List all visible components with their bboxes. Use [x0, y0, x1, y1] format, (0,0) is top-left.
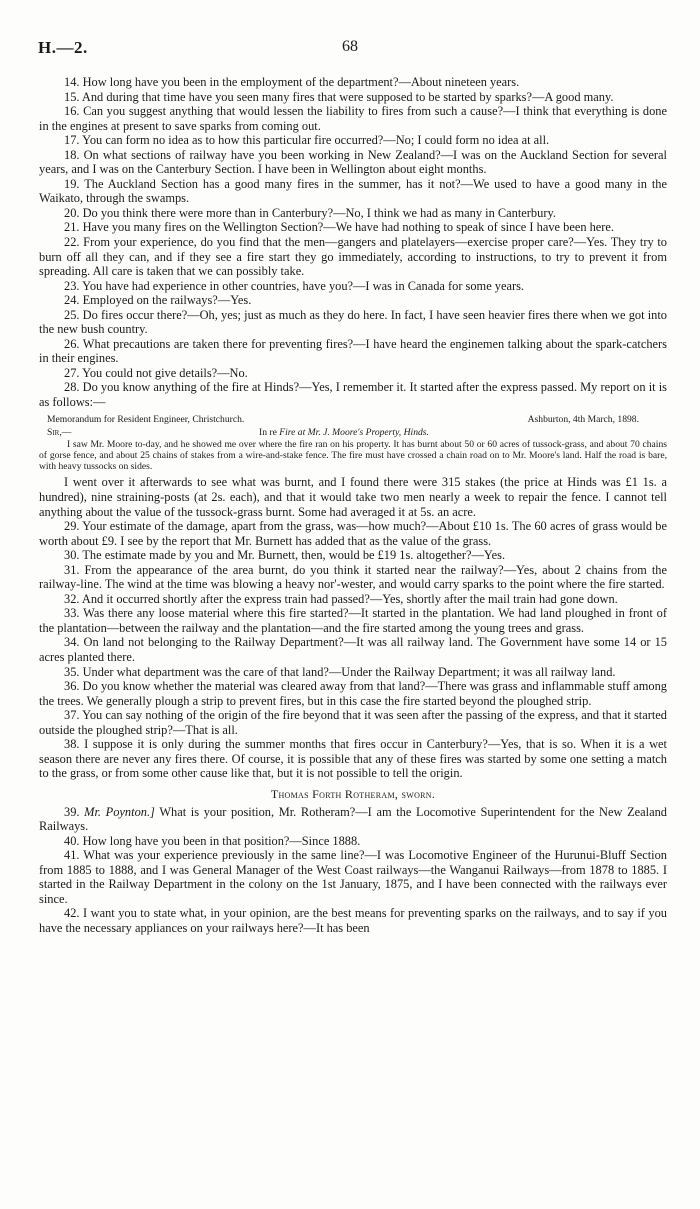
- evidence-paragraph: 23. You have had experience in other countries, have you?—I was in Canada for some years.: [64, 278, 525, 293]
- evidence-paragraph: 20. Do you think there were more than in Canterbury?—No, I think we had as many in Canterbury.: [64, 205, 556, 220]
- memo-re-prefix: In re: [259, 426, 277, 438]
- evidence-paragraph: 32. And it occurred shortly after the express train had passed?—Yes, shortly after the mail train had gone down.: [64, 591, 618, 606]
- evidence-paragraph: 22. From your experience, do you find that the men—gangers and platelayers—exercise proper care?—Yes. They try to burn off all they can, and if they see a fire start they go immediately, according to instructions, to try to prevent it from spreading. All care is taken that we can possibly take.: [39, 235, 667, 279]
- q39-text: What is your position, Mr. Rotheram?—I am the Locomotive Superintendent for the New Zealand Railways.: [39, 804, 667, 834]
- memo-salutation: Sir,—: [47, 426, 72, 438]
- evidence-paragraph: 27. You could not give details?—No.: [64, 365, 248, 380]
- evidence-paragraph: 38. I suppose it is only during the summer months that fires occur in Canterbury?—Yes, that is so. When it is a wet season there are never any fires there. Of course, it is possible that any of these fires was started by some one setting a match to the grass, or from some other cause like that, but it is not possible to tell the origin.: [39, 737, 667, 781]
- evidence-paragraph: 26. What precautions are taken there for preventing fires?—I have heard the enginemen talking about the spark-catchers in their engines.: [39, 336, 667, 366]
- evidence-paragraph: 30. The estimate made by you and Mr. Burnett, then, would be £19 1s. altogether?—Yes.: [64, 548, 506, 563]
- evidence-paragraph: 14. How long have you been in the employment of the department?—About nineteen years.: [64, 75, 520, 89]
- question-39: [39, 805, 667, 834]
- evidence-paragraph: 15. And during that time have you seen many fires that were supposed to be started by sparks?—A good many.: [64, 89, 614, 104]
- evidence-paragraphs-before-memo: [39, 75, 667, 410]
- memo-body: I saw Mr. Moore to-day, and he showed me over where the fire ran on his property. It has burnt about 50 or 60 acres of tussock-grass, and about 70 chains of gorse fence, and about 25 chains of stakes from a wire-and-stake fence. The fire must have crossed a chain road on to Mr. Moore's land. Half the road is bare, with heavy tussocks on sides.: [39, 438, 667, 473]
- evidence-paragraph: 35. Under what department was the care of that land?—Under the Railway Department; it was all railway land.: [64, 664, 616, 679]
- page-header: [0, 38, 700, 60]
- evidence-paragraph: 21. Have you many fires on the Wellington Section?—We have had nothing to speak of since I have been here.: [64, 220, 615, 235]
- evidence-paragraph: 33. Was there any loose material where this fire started?—It started in the plantation. We had land ploughed in front of the plantation—between the railway and the plantation—and the fire started among the young trees and grass.: [39, 606, 667, 635]
- memo-salutation-line: [39, 426, 667, 439]
- page-number: 68: [342, 38, 358, 55]
- memo-place-date: Ashburton, 4th March, 1898.: [527, 413, 639, 425]
- evidence-paragraphs-after-memo: [39, 519, 667, 781]
- evidence-paragraph: 37. You can say nothing of the origin of the fire beyond that it was seen after the passing of the express, and that it started outside the ploughed strip?—That is all.: [39, 708, 667, 737]
- evidence-paragraphs-final: [39, 834, 667, 936]
- q39-speaker: Mr. Poynton.]: [84, 804, 155, 819]
- evidence-paragraph: 25. Do fires occur there?—Oh, yes; just as much as they do here. In fact, I have seen heavier fires there when we got into the new bush country.: [39, 307, 667, 337]
- memo-addressee: Memorandum for Resident Engineer, Christchurch.: [47, 413, 245, 425]
- evidence-paragraph: 29. Your estimate of the damage, apart from the grass, was—how much?—About £10 1s. The 60 acres of grass would be worth about £9. I see by the report that Mr. Burnett has added that as the value of the grass.: [39, 519, 667, 548]
- evidence-paragraph: 34. On land not belonging to the Railway Department?—It was all railway land. The Government have some 14 or 15 acres planted there.: [39, 635, 667, 665]
- memo-re-subject: Fire at Mr. J. Moore's Property, Hinds.: [279, 426, 429, 438]
- memo-header: [39, 413, 667, 426]
- memo-subject: [259, 426, 429, 439]
- evidence-paragraph: 42. I want you to state what, in your opinion, are the best means for preventing sparks on the railways, and to say if you have the necessary appliances on your railways here?—It has been: [39, 906, 667, 935]
- evidence-paragraph: 28. Do you know anything of the fire at Hinds?—Yes, I remember it. It started after the express passed. My report on it is as follows:—: [39, 380, 667, 410]
- q39-number: 39.: [64, 804, 80, 819]
- witness-heading: Thomas Forth Rotheram, sworn.: [270, 786, 436, 801]
- evidence-paragraph: 31. From the appearance of the area burnt, do you think it started near the railway?—Yes, about 2 chains from the railway-line. The wind at the time was blowing a heavy nor'-wester, and would carry sparks to the point where the fire started.: [39, 562, 667, 592]
- evidence-paragraph: 18. On what sections of railway have you been working in New Zealand?—I was on the Auckland Section for several years, and I was on the Canterbury Section. I have been in Wellington about eight months.: [39, 147, 667, 177]
- evidence-paragraph: 24. Employed on the railways?—Yes.: [64, 293, 252, 308]
- document-body: [39, 75, 667, 935]
- evidence-paragraph: 17. You can form no idea as to how this particular fire occurred?—No; I could form no idea at all.: [64, 133, 550, 148]
- evidence-paragraph: 19. The Auckland Section has a good many fires in the summer, has it not?—We used to have a good many in the Waikato, through the swamps.: [39, 176, 667, 206]
- memo-continuation: I went over it afterwards to see what was burnt, and I found there were 315 stakes (the price at Hinds was £1 1s. a hundred), nine straining-posts (at 2s. each), and that it would take two men nearly a week to repair the fence. I cannot tell anything about the value of the tussock-grass burnt. Some had averaged it at 5s. an acre.: [39, 475, 667, 519]
- evidence-paragraph: 16. Can you suggest anything that would lessen the liability to fires from such a cause?—I think that everything is done in the engines at present to save sparks from coming out.: [39, 104, 667, 133]
- paper-reference: H.—2.: [38, 38, 88, 57]
- evidence-paragraph: 41. What was your experience previously in the same line?—I was Locomotive Engineer of the Hurunui-Bluff Section from 1885 to 1888, and I was General Manager of the West Coast railways—the Wanganui Railways—from 1878 to 1885. I started in the Railway Department in the colony on the 1st January, 1875, and I have been connected with the railways ever since.: [39, 848, 667, 906]
- evidence-paragraph: 40. How long have you been in that position?—Since 1888.: [64, 833, 361, 848]
- evidence-paragraph: 36. Do you know whether the material was cleared away from that land?—There was grass and inflammable stuff among the trees. We generally plough a strip to prevent fires, but in this case the fire started beyond the ploughed strip.: [39, 679, 667, 708]
